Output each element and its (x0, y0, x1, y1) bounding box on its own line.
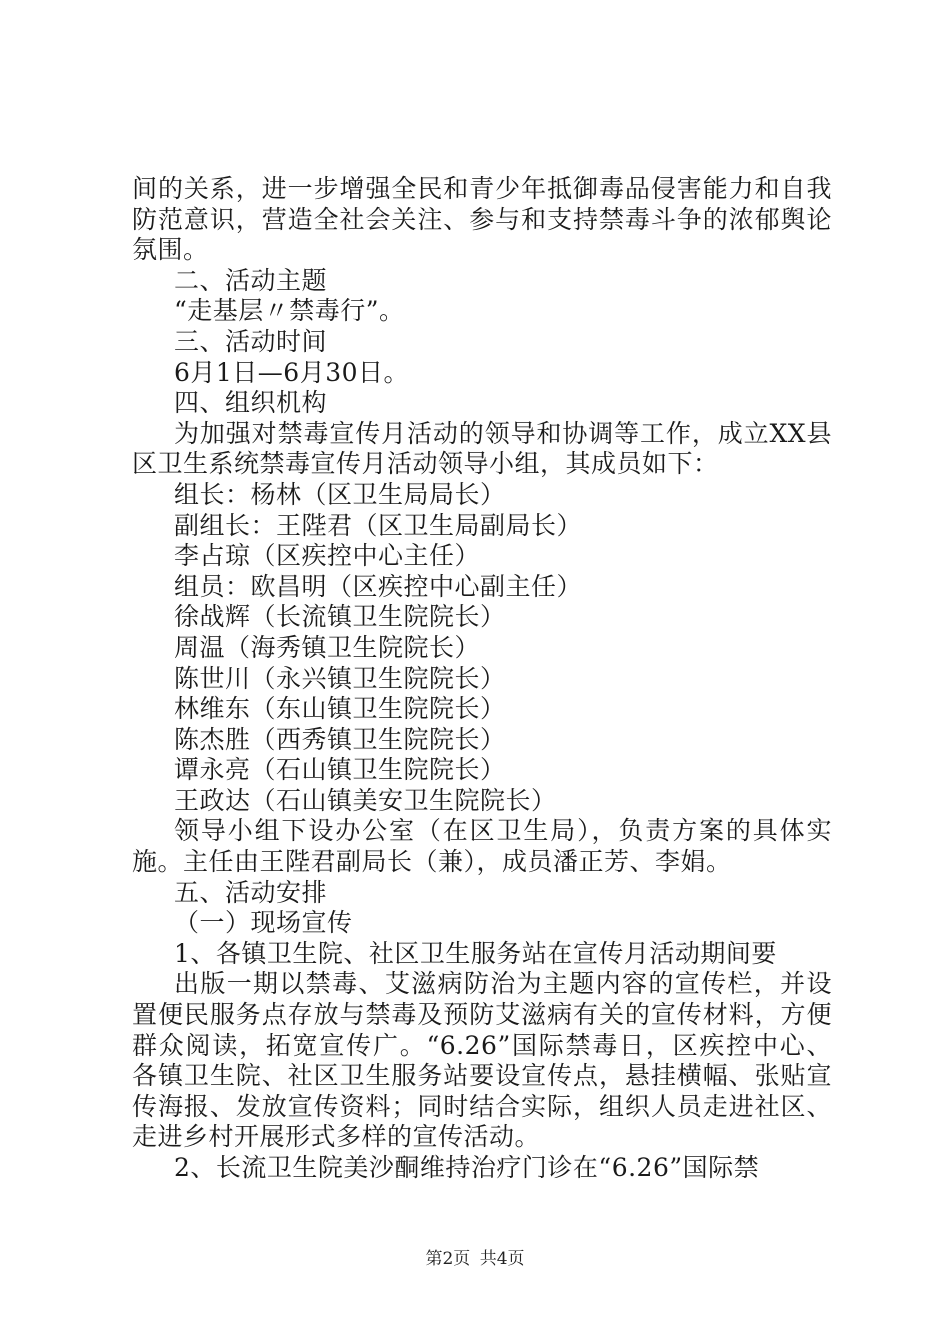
paragraph-line: 防范意识，营造全社会关注、参与和支持禁毒斗争的浓郁舆论 (132, 204, 832, 234)
section-heading: 二、活动主题 (174, 265, 328, 295)
member-line: 组员：欧昌明（区疾控中心副主任） (174, 571, 583, 601)
member-line: 王政达（石山镇美安卫生院院长） (174, 785, 557, 815)
member-line: 副组长：王陛君（区卫生局副局长） (174, 510, 583, 540)
section-heading: 三、活动时间 (174, 326, 328, 356)
member-line: 组长：杨林（区卫生局局长） (174, 479, 506, 509)
paragraph-line: 出版一期以禁毒、艾滋病防治为主题内容的宣传栏，并设 (174, 969, 832, 999)
paragraph-line: 各镇卫生院、社区卫生服务站要设宣传点，悬挂横幅、张贴宣 (132, 1061, 832, 1091)
paragraph-line: 氛围。 (132, 235, 209, 265)
paragraph-line: 为加强对禁毒宣传月活动的领导和协调等工作，成立XX县 (174, 418, 832, 448)
member-line: 陈世川（永兴镇卫生院院长） (174, 663, 506, 693)
paragraph-line: 6月1日—6月30日。 (174, 357, 410, 387)
page-footer (0, 1244, 950, 1269)
subsection-heading: （一）现场宣传 (174, 908, 353, 938)
paragraph-line: 群众阅读，拓宽宣传广。“6.26”国际禁毒日，区疾控中心、 (132, 1030, 832, 1060)
paragraph-line: “走基层〃禁毒行”。 (174, 296, 405, 326)
paragraph-line: 间的关系，进一步增强全民和青少年抵御毒品侵害能力和自我 (132, 174, 832, 203)
member-line: 林维东（东山镇卫生院院长） (174, 694, 506, 724)
member-line: 陈杰胜（西秀镇卫生院院长） (174, 724, 506, 754)
paragraph-line: 2、长流卫生院美沙酮维持治疗门诊在“6.26”国际禁 (174, 1153, 760, 1182)
paragraph-line: 施。主任由王陛君副局长（兼），成员潘正芳、李娟。 (132, 847, 732, 877)
section-heading: 五、活动安排 (174, 877, 328, 907)
page-total: 共4页 (479, 1249, 525, 1269)
member-line: 周温（海秀镇卫生院院长） (174, 632, 481, 662)
paragraph-line: 1、各镇卫生院、社区卫生服务站在宣传月活动期间要 (174, 938, 777, 968)
paragraph-line: 走进乡村开展形式多样的宣传活动。 (132, 1122, 541, 1152)
paragraph-line: 传海报、发放宣传资料；同时结合实际，组织人员走进社区、 (132, 1091, 832, 1121)
page-number: 第2页 (425, 1249, 471, 1269)
member-line: 谭永亮（石山镇卫生院院长） (174, 755, 506, 785)
document-body (132, 174, 832, 1184)
paragraph-line: 置便民服务点存放与禁毒及预防艾滋病有关的宣传材料，方便 (132, 1000, 832, 1030)
section-heading: 四、组织机构 (174, 388, 328, 418)
paragraph-line: 区卫生系统禁毒宣传月活动领导小组，其成员如下： (132, 449, 719, 479)
member-line: 徐战辉（长流镇卫生院院长） (174, 602, 506, 632)
paragraph-line: 领导小组下设办公室（在区卫生局），负责方案的具体实 (174, 816, 832, 846)
member-line: 李占琼（区疾控中心主任） (174, 541, 481, 571)
